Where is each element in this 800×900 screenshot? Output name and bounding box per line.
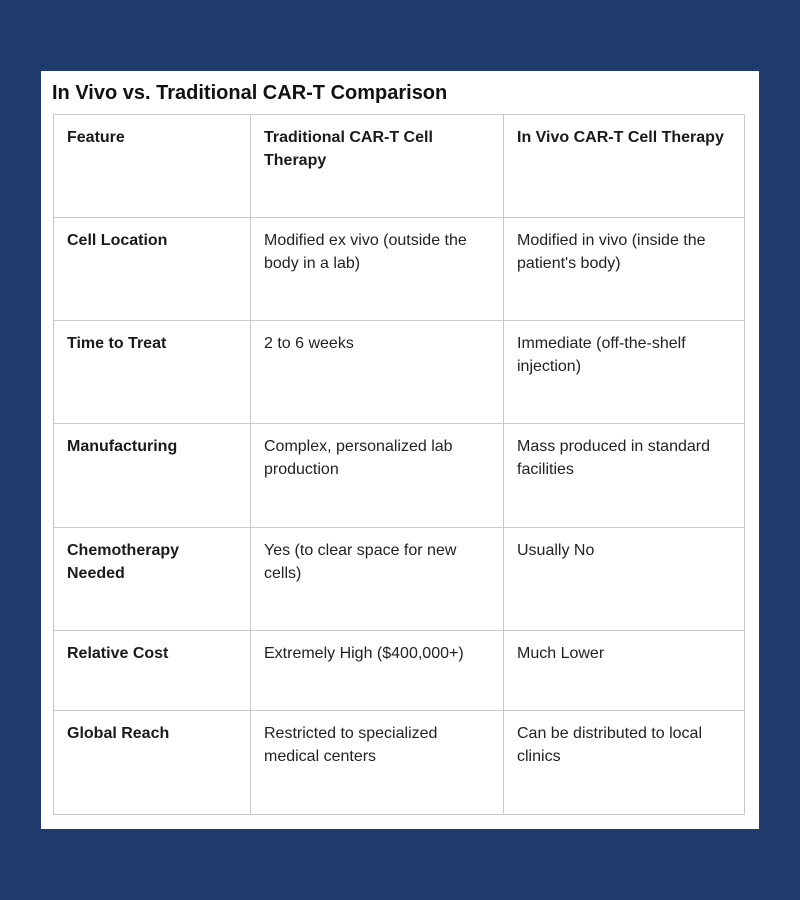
traditional-cell: Yes (to clear space for new cells) xyxy=(251,528,504,631)
table-row xyxy=(54,631,745,711)
page-title: In Vivo vs. Traditional CAR-T Comparison xyxy=(52,82,448,104)
traditional-cell: Complex, personalized lab production xyxy=(251,424,504,528)
table-row xyxy=(54,711,745,815)
table-row xyxy=(54,424,745,528)
header-cell-traditional: Traditional CAR-T Cell Therapy xyxy=(251,115,504,218)
table-row xyxy=(54,321,745,424)
traditional-cell: 2 to 6 weeks xyxy=(251,321,504,424)
in-vivo-cell: Usually No xyxy=(504,528,745,631)
feature-cell: Cell Location xyxy=(54,218,251,321)
comparison-table xyxy=(53,114,745,815)
in-vivo-cell: Mass produced in standard facilities xyxy=(504,424,745,528)
in-vivo-cell: Immediate (off-the-shelf injection) xyxy=(504,321,745,424)
feature-cell: Chemotherapy Needed xyxy=(54,528,251,631)
traditional-cell: Extremely High ($400,000+) xyxy=(251,631,504,711)
feature-cell: Manufacturing xyxy=(54,424,251,528)
table-header-row xyxy=(54,115,745,218)
table-row xyxy=(54,218,745,321)
header-cell-in-vivo: In Vivo CAR-T Cell Therapy xyxy=(504,115,745,218)
in-vivo-cell: Modified in vivo (inside the patient's body) xyxy=(504,218,745,321)
comparison-card xyxy=(41,71,759,829)
traditional-cell: Restricted to specialized medical centers xyxy=(251,711,504,815)
feature-cell: Time to Treat xyxy=(54,321,251,424)
traditional-cell: Modified ex vivo (outside the body in a lab) xyxy=(251,218,504,321)
in-vivo-cell: Can be distributed to local clinics xyxy=(504,711,745,815)
table-row xyxy=(54,528,745,631)
in-vivo-cell: Much Lower xyxy=(504,631,745,711)
feature-cell: Global Reach xyxy=(54,711,251,815)
feature-cell: Relative Cost xyxy=(54,631,251,711)
header-cell-feature: Feature xyxy=(54,115,251,218)
